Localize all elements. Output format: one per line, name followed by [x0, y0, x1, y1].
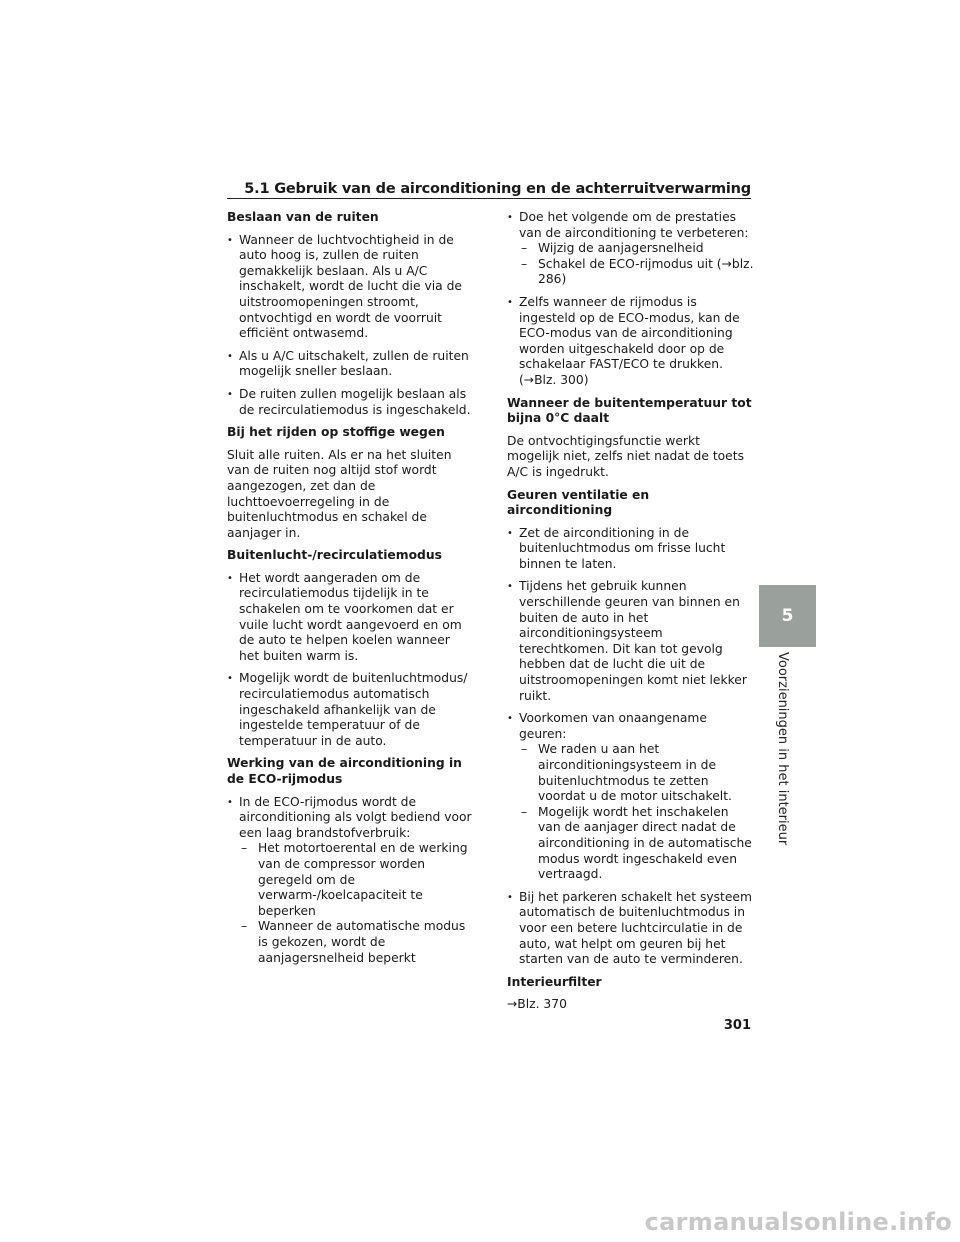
section-title-recirculation: Buitenlucht-/recirculatiemodus [227, 548, 442, 563]
sub-list-item: – Het motortoerental en de werking van de compressor worden geregeld om de verwarm-/koelcapaciteit te beperken [239, 841, 472, 919]
sub-list-item: – Wanneer de automatische modus is gekozen, wordt de aanjagersnelheid beperkt [239, 919, 472, 966]
list-item: • Doe het volgende om de prestaties van de airconditioning te verbeteren: – Wijzig de aanjagersnelheid – Schakel de ECO-rijmodus uit (→blz. 286) [507, 210, 755, 288]
odors-sublist [507, 742, 755, 882]
chapter-tab: 5 [759, 585, 816, 647]
section-title-eco-mode: Werking van de airconditioning in de ECO-rijmodus [227, 756, 462, 786]
page-header: 5.1 Gebruik van de airconditioning en de achterruitverwarming [244, 181, 751, 197]
section-title-fogging: Beslaan van de ruiten [227, 210, 379, 224]
sub-list-item: – Mogelijk wordt het inschakelen van de aanjager direct nadat de airconditioning in de automatische modus wordt ingeschakeld even vertraagd. [519, 805, 755, 883]
list-item: • Bij het parkeren schakelt het systeem automatisch de buitenluchtmodus in voor een betere luchtcirculatie in de auto, wat helpt om geuren bij het starten van de auto te verminderen. [507, 890, 755, 968]
section-title-dusty-roads: Bij het rijden op stoffige wegen [227, 425, 445, 440]
eco-mode-sublist [227, 841, 472, 966]
eco-continued-list [507, 210, 755, 389]
list-item: • De ruiten zullen mogelijk beslaan als de recirculatiemodus is ingeschakeld. [227, 387, 472, 418]
list-item: • Mogelijk wordt de buitenluchtmodus/ recirculatiemodus automatisch ingeschakeld afhankelijk van de ingestelde temperatuur of de temperatuur in de auto. [227, 671, 472, 749]
section-title-low-temperature: Wanneer de buitentemperatuur tot bijna 0°C daalt [507, 395, 752, 426]
cabin-filter-link[interactable]: →Blz. 370 [507, 997, 567, 1012]
list-item: • Wanneer de luchtvochtigheid in de auto hoog is, zullen de ruiten gemakkelijk beslaan. Als u A/C inschakelt, wordt de lucht die via de uitstroomopeningen stroomt, ontvochtigd en wordt de voorruit efficiënt ontwasemd. [227, 233, 472, 342]
list-item: • Als u A/C uitschakelt, zullen de ruiten mogelijk sneller beslaan. [227, 349, 472, 380]
list-item: • Zelfs wanneer de rijmodus is ingesteld op de ECO-modus, kan de ECO-modus van de airconditioning worden uitgeschakeld door op de schakelaar FAST/ECO te drukken. (→Blz. 300) [507, 295, 755, 389]
sub-list-item: – Wijzig de aanjagersnelheid [519, 241, 755, 257]
sub-list-item: – We raden u aan het airconditioningsysteem in de buitenluchtmodus te zetten voordat u de motor uitschakelt. [519, 742, 755, 804]
left-column [227, 210, 472, 973]
section-title-cabin-filter: Interieurfilter [507, 974, 602, 989]
list-item: • Zet de airconditioning in de buitenluchtmodus om frisse lucht binnen te laten. [507, 526, 755, 573]
section-title-odors: Geuren ventilatie en airconditioning [507, 487, 650, 518]
odors-list [507, 526, 755, 968]
header-rule [227, 198, 751, 199]
recirculation-list [227, 571, 472, 750]
right-column [507, 210, 755, 1020]
list-item: • Het wordt aangeraden om de recirculatiemodus tijdelijk in te schakelen om te voorkomen dat er vuile lucht wordt aangevoerd en om de auto te helpen koelen wanneer het buiten warm is. [227, 571, 472, 665]
performance-sublist [507, 241, 755, 288]
fogging-list [227, 233, 472, 419]
list-item: • Tijdens het gebruik kunnen verschillende geuren van binnen en buiten de auto in het airconditioningsysteem terechtkomen. Dit kan tot gevolg hebben dat de lucht die uit de uitstroomopeningen komt niet lekker ruikt. [507, 579, 755, 704]
watermark: carmanualsonline.info [644, 1208, 952, 1236]
sub-list-item: – Schakel de ECO-rijmodus uit (→blz. 286) [519, 257, 755, 288]
low-temperature-text: De ontvochtigingsfunctie werkt mogelijk niet, zelfs niet nadat de toets A/C is ingedrukt. [507, 433, 744, 479]
list-item: • Voorkomen van onaangename geuren: – We raden u aan het airconditioningsysteem in de buitenluchtmodus te zetten voordat u de motor uitschakelt. – Mogelijk wordt het inschakelen van de aanjager direct nadat de airconditioning in de automatische modus wordt ingeschakeld even vertraagd. [507, 711, 755, 883]
dusty-roads-text: Sluit alle ruiten. Als er na het sluiten van de ruiten nog altijd stof wordt aangezogen, zet dan de luchttoevoerregeling in de buitenluchtmodus en schakel de aanjager in. [227, 447, 452, 540]
page-number: 301 [723, 1018, 751, 1033]
list-item: • In de ECO-rijmodus wordt de airconditioning als volgt bediend voor een laag brandstofverbruik: – Het motortoerental en de werking van de compressor worden geregeld om de verwarm-/koelcapaciteit te beperken – Wanneer de automatische modus is gekozen, wordt de aanjagersnelheid beperkt [227, 795, 472, 967]
chapter-side-label: Voorzieningen in het interieur [775, 652, 790, 846]
eco-mode-list [227, 795, 472, 967]
